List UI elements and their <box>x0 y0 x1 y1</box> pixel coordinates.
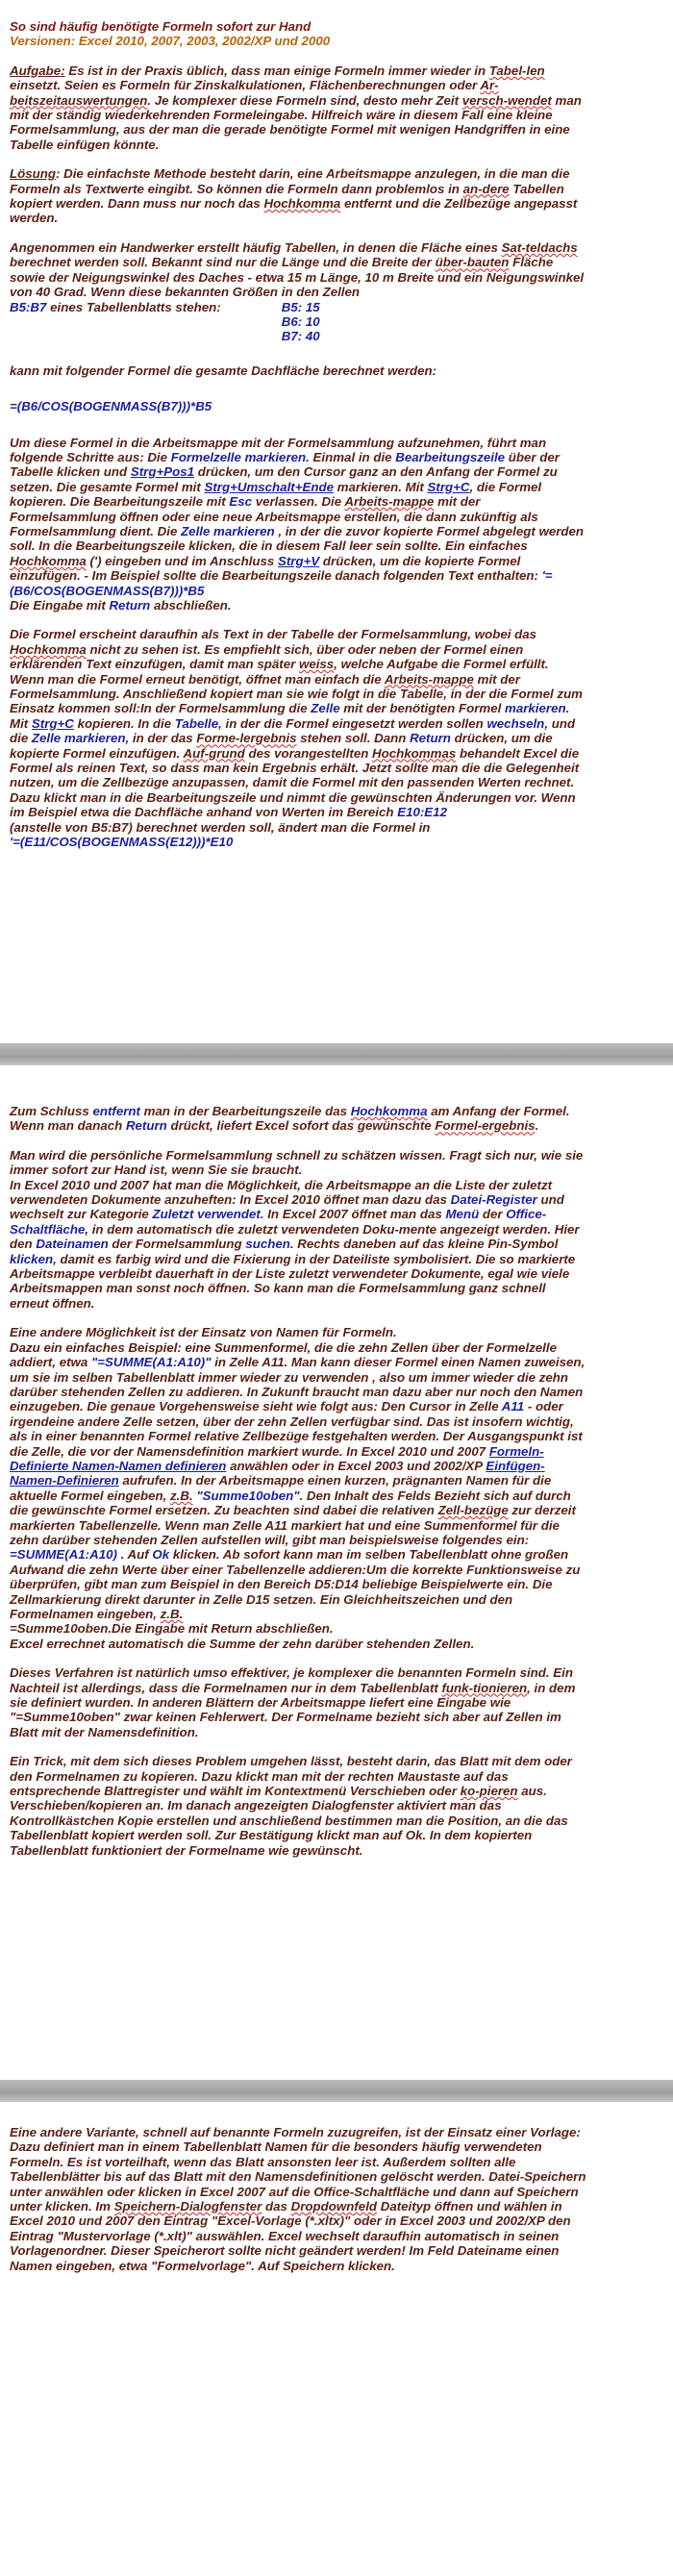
page-1 <box>0 0 673 1043</box>
paragraph-formula-text <box>10 627 586 849</box>
paragraph-zum-schluss <box>10 1104 586 1134</box>
cell-values-block <box>10 300 586 344</box>
keyword: Menü <box>445 1207 480 1222</box>
paragraph-loesung <box>10 166 586 226</box>
text-span: berechnet werden soll. Bekannt sind nur die Länge und die Breite der <box>10 255 436 270</box>
formula-example: =(B6/COS(BOGENMASS(B7)))*B5 <box>10 399 212 414</box>
keyword: Return <box>125 1118 167 1134</box>
text-span: eines Tabellenblatts stehen: <box>46 299 221 314</box>
text-span: Eine andere Variante, schnell auf benannte Formeln zuzugreifen, ist der Einsatz einer Vorlage: Dazu definiert man in einem Tabellenblatt Namen für die besonders häufig verwendeten Formeln. Es ist vorteilhaft, wenn das Blatt ansonsten leer ist. Außerdem sollten alle Tabellenblätter bis auf das Blatt mit den Namensdefinitionen gelöscht werden. Datei-Speichern unter anwählen oder klicken in Excel 2007 auf die Office-Schaltfläche und dann auf Speichern unter klicken. Im <box>10 2125 586 2214</box>
text-span: mit der Formelsammlung. Anschließend kopiert man sie wie folgt in die Tabelle, in der die Formel zum Einsatz kommen soll:In der Formelsammlung die <box>10 671 584 716</box>
keyword: Einfügen-Namen-Definieren <box>10 1458 545 1488</box>
text-span: drücken, um den Cursor ganz an den Anfang der Formel zu setzen. Die gesamte Formel mit <box>10 464 558 494</box>
spellcheck-word: z.B. <box>170 1488 193 1503</box>
loesung-label: Lösung <box>10 166 57 182</box>
spellcheck-word: Dropdownfeld <box>290 2199 378 2214</box>
keyword: Bearbeitungszeile <box>395 449 506 464</box>
paragraph-namen <box>10 1325 586 1651</box>
text-span: man in der Bearbeitungszeile das <box>139 1104 351 1118</box>
text-span: drücken, um die kopierte Formel einzufügen. <box>10 731 553 761</box>
spellcheck-word: Forme-lergebnis <box>196 731 297 746</box>
paragraph-vorlage <box>10 2125 586 2273</box>
page-2-content <box>10 1104 586 1872</box>
keyword: Dateinamen <box>36 1237 109 1252</box>
text-span: anwählen oder in Excel 2003 und 2002/XP <box>226 1458 486 1473</box>
keyword: klicken <box>10 1251 54 1266</box>
spellcheck-word: an-dere <box>462 181 510 196</box>
page-2 <box>0 1065 673 2080</box>
keyword: Zelle <box>311 701 340 716</box>
text-span: kopieren. In die <box>73 715 175 731</box>
text-span: , die Formel kopieren. Die Bearbeitungszeile mit <box>10 479 542 510</box>
keyword: Ok <box>152 1547 170 1563</box>
text-span: . Je komplexer diese Formeln sind, desto mehr Zeit <box>147 92 462 108</box>
spellcheck-word: über-bauten <box>435 255 510 270</box>
page-3-content <box>10 2125 586 2288</box>
text-span: und wechselt zur Kategorie <box>10 1192 564 1222</box>
keyword: E10:E12 <box>397 805 447 820</box>
spellcheck-word: weiss <box>298 657 335 672</box>
keyword: Strg+C <box>427 479 470 494</box>
aufgabe-label: Aufgabe: <box>10 63 65 78</box>
text-span: . In Excel 2007 öffnet man das <box>260 1207 446 1222</box>
spellcheck-word: Hochkomma <box>10 641 87 657</box>
paragraph-trick <box>10 1754 586 1858</box>
text-span: , in dem sie definiert wurden. In anderen Blättern der Arbeitsmappe liefert eine Eingabe wie "=Summe10oben" zwar keinen Fehlerwert. Der Formelname bezieht sich aber auf Zellen im Blatt mit der Namensdefinition. <box>10 1680 576 1739</box>
keyword: Strg+V <box>278 553 320 568</box>
text-span: nicht zu sehen ist. Es empfiehlt sich, über oder neben der Formel einen erklärenden Text einzufügen, damit man später <box>10 641 524 672</box>
document-title: So sind häufig benötigte Formeln sofort zur Hand <box>10 19 312 34</box>
spellcheck-word: z.B. <box>160 1607 184 1621</box>
keyword: Datei-Register <box>450 1192 537 1208</box>
keyword: entfernt <box>92 1104 140 1118</box>
text-span: entfernt und die Zellbezüge angepasst werden. <box>10 196 578 226</box>
text-span: Fläche sowie der Neigungswinkel des Daches - etwa 15 m Länge, 10 m Breite und ein Neigungswinkel von 40 Grad. Wenn diese bekannten Größen in den Zellen <box>10 255 585 300</box>
text-span: markieren. Mit <box>333 479 428 494</box>
text-span: klicken. Ab sofort kann man im selben Tabellenblatt ohne großen Aufwand die zehn Werte über einer Tabellenzelle addieren:Um die korrekte Funktionsweise zu überprüfen, gibt man zum Beispiel in den Bereich D5:D14 beliebige Beispielwerte ein. Die Zellmarkierung direkt darunter in Zelle D15 setzen. Ein Gleichheitszeichen und den Formelnamen eingeben, <box>10 1547 581 1621</box>
page-separator <box>0 2080 673 2102</box>
text-span: mit der Formelsammlung öffnen oder eine neue Arbeitsmappe erstellen, die dann zukünftig als Formelsammlung dient. Die <box>10 494 538 538</box>
keyword: Formelzelle markieren <box>170 449 307 464</box>
keyword: "Summe10oben" <box>192 1488 300 1503</box>
paragraph-pin <box>10 1148 586 1311</box>
text-span: Dieses Verfahren ist natürlich umso effektiver, je komplexer die benannten Formeln sind. Ein Nachteil ist allerdings, dass die Formelnamen nur in dem Tabellenblatt <box>10 1665 573 1695</box>
keyword: Strg+C <box>31 715 74 731</box>
text-span: (anstelle von B5:B7) berechnet werden soll, ändert man die Formel in <box>10 819 431 835</box>
text-span: man mit der ständig wiederkehrenden Formeleingabe. Hilfreich wäre in diesem Fall eine kleine Formelsammlung, aus der man die gerade benötigte Formel mit wenigen Handgriffen in eine Tabelle einfügen könnte. <box>10 92 582 152</box>
text-span: das <box>262 2199 291 2214</box>
cell-value-list <box>282 300 320 344</box>
text-span: Eine andere Möglichkeit ist der Einsatz von Namen für Formeln. <box>10 1325 397 1340</box>
page-3 <box>0 2102 673 2576</box>
text-span: , welche Aufgabe die Formel erfüllt. Wenn man die Formel erneut benötigt, öffnet man einfach die <box>10 657 549 687</box>
paragraph-steps <box>10 436 586 613</box>
text-span: zur derzeit markierten Tabellenzelle. Wenn man Zelle A11 markiert hat und eine Summenformel für die zehn darüber stehenden Zellen aufstellen will, gibt man beispielsweise folgendes ein: <box>10 1503 576 1547</box>
spellcheck-word: Hochkommas <box>372 745 457 761</box>
keyword: Zuletzt verwendet <box>152 1207 261 1222</box>
text-span: drücken, um die kopierte Formel einzufügen. - Im Beispiel sollte die Bearbeitungszeile danach folgenden Text enthalten: <box>10 553 542 584</box>
text-span: Die Eingabe mit <box>10 598 110 613</box>
text-span: (') eingeben und im Anschluss <box>86 553 278 568</box>
text-span: der Formelsammlung <box>108 1237 246 1252</box>
text-span: der <box>479 1207 507 1222</box>
spellcheck-word: Zell-bezüge <box>437 1503 509 1518</box>
text-span: =Summe10oben.Die Eingabe mit Return abschließen. <box>10 1621 334 1637</box>
keyword: Strg+Pos1 <box>130 464 195 480</box>
cell-value: B5: 15 <box>281 299 320 314</box>
spellcheck-word: Speichern-Dialogfenster <box>113 2199 262 2214</box>
page-1-content <box>10 19 586 864</box>
spellcheck-word: Hochkomma <box>263 196 341 212</box>
spellcheck-word: Tabel-len <box>488 63 545 78</box>
keyword: Return <box>109 598 151 613</box>
cell-value: B7: 40 <box>281 329 320 344</box>
spellcheck-word: Arbeits-mappe <box>384 671 474 687</box>
keyword: markieren <box>505 701 566 716</box>
text-span: , damit es farbig wird und die Fixierung in der Dateiliste symbolisiert. Die so markierte Arbeitsmappe verbleibt dauerhaft in der Liste zuletzt verwendeter Dokumente, egal wie viele Arbeitsmappen man sonst noch öffnen. So kann man die Formelsammlung ganz schnell erneut öffnen. <box>10 1251 576 1311</box>
spellcheck-word: Hochkomma <box>350 1104 428 1118</box>
spellcheck-word: Ar-beitszeitauswertungen <box>10 78 499 108</box>
text-span: am Anfang der Formel. Wenn man danach <box>10 1104 570 1134</box>
keyword: A11 <box>501 1399 525 1414</box>
text-span: aufrufen. In der Arbeitsmappe einen kurzen, prägnanten Namen für die aktuelle Formel eingeben, <box>10 1473 552 1503</box>
page-separator <box>0 1043 673 1065</box>
text-span: , in der die zuvor kopierte Formel abgelegt werden soll. In die Bearbeitungszeile klicken, die in diesem Fall leer sein sollte. Ein einfaches <box>10 523 585 554</box>
spellcheck-word: ko-pieren <box>460 1784 518 1799</box>
paragraph-handwerker <box>10 240 586 300</box>
text-span: abschließen. <box>150 598 232 613</box>
keyword: "=SUMME(A1:A10)" <box>90 1355 212 1370</box>
spellcheck-word: Formel-ergebnis <box>435 1118 536 1134</box>
text-span: . Mit <box>10 701 570 731</box>
text-span: über der Tabelle klicken und <box>10 449 560 480</box>
text-span: . Den Inhalt des Felds Bezieht sich auf durch die gewünschte Formel ersetzen. Zu beachten sind dabei die relativen <box>10 1488 571 1518</box>
text-span: behandelt Excel die Formel als reinen Text, so dass man kein Ergebnis erhält. Jetzt sollte man die die Gelegenheit nutzen, um die Zellbezüge anzupassen, damit die Formel mit den passenden Werten rechnet. Dazu klickt man in die Bearbeitungszeile und nimmt die gewünschten Änderungen vor. Wenn im Beispiel etwa die Dachfläche anhand von Werten im Bereich <box>10 745 580 820</box>
text-span: In Excel 2010 und 2007 hat man die Möglichkeit, die Arbeitsmappe an die Liste der zuletzt verwendeten Dokumente anzuheften: In Excel 2010 öffnet man dazu das <box>10 1177 553 1208</box>
text-span: stehen soll. Dann <box>296 731 411 746</box>
text-span: aus. Verschieben/kopieren an. Im danach angezeigten Dialogfenster aktiviert man das Kontrollkästchen Kopie erstellen und anschließend bestimmen man die Position, an die das Tabellenblatt kopiert werden soll. Zur Bestätigung klickt man auf Ok. In dem kopierten Tabellenblatt funktioniert der Formelname wie gewünscht. <box>10 1784 568 1858</box>
text-span: Excel errechnet automatisch die Summe der zehn darüber stehenden Zellen. <box>10 1636 475 1651</box>
text-span: mit der benötigten Formel <box>339 701 506 716</box>
spellcheck-word: Auf-grund <box>183 745 245 761</box>
text-span: - oder irgendeine andere Zelle setzen, über der zehn Zellen verfügbar sind. Das ist insofern wichtig, als in einer benannten Formel relative Zellbezüge festgehalten werden. Der Ausgangspunkt ist die Zelle, die vor der Namensdefinition markiert wurde. In Excel 2010 und 2007 <box>10 1399 583 1459</box>
keyword: Strg+Umschalt+Ende <box>204 479 334 494</box>
text-span: . Auf <box>116 1547 153 1563</box>
paragraph-aufgabe <box>10 63 586 152</box>
text-span: , in der die Formel eingesetzt werden sollen <box>218 715 487 731</box>
text-span: in Zelle A11. Man kann dieser Formel einen Namen zuweisen, um sie im selben Tabellenblatt immer wieder zu verwenden , also um immer wieder die zehn darüber stehenden Zellen zu addieren. In Zukunft braucht man dazu aber nur noch den Namen einzugeben. Die genaue Vorgehensweise sieht wie folgt aus: Den Cursor in Zelle <box>10 1355 586 1414</box>
keyword: suchen <box>245 1237 290 1252</box>
keyword: Zelle markieren <box>31 731 126 746</box>
keyword: '=(E11/COS(BOGENMASS(E12)))*E10 <box>10 835 234 850</box>
keyword: Return <box>410 731 451 746</box>
text-span: , in dem automatisch die zuletzt verwendeten Doku-mente angezeigt werden. Hier den <box>10 1221 580 1252</box>
spellcheck-word: funk-tionieren <box>441 1680 528 1695</box>
text-span: . Einmal in die <box>306 449 396 464</box>
text-span: . <box>535 1118 539 1134</box>
keyword: Tabelle <box>174 715 219 731</box>
text-span: Es ist in der Praxis üblich, dass man einige Formeln immer wieder in <box>64 63 489 78</box>
keyword: Formeln-Definierte Namen-Namen definieren <box>10 1443 544 1473</box>
text-span: Um diese Formel in die Arbeitsmappe mit der Formelsammlung aufzunehmen, führt man folgende Schritte aus: Die <box>10 435 547 464</box>
spellcheck-word: Hochkomma <box>10 553 87 568</box>
keyword: '=(B6/COS(BOGENMASS(B7)))*B5 <box>10 568 553 598</box>
text-span: Die Formel erscheint daraufhin als Text in der Tabelle der Formelsammlung, wobei das <box>10 627 537 642</box>
text-span: Dazu ein einfaches Beispiel: eine Summenformel, die die zehn Zellen über der Formelzelle addiert, etwa <box>10 1339 557 1370</box>
text-span: Tabellen kopiert werden. Dann muss nur noch das <box>10 181 564 212</box>
text-span: Ein Trick, mit dem sich dieses Problem umgehen lässt, besteht darin, das Blatt mit dem oder den Formelnamen zu kopieren. Dazu klickt man mit der rechten Maustaste auf das entsprechende Blattregister und wählt im Kontextmenü Verschieben oder <box>10 1754 572 1799</box>
text-span: verlassen. Die <box>252 494 345 510</box>
versions-line: Versionen: Excel 2010, 2007, 2003, 2002/XP und 2000 <box>10 34 331 49</box>
spellcheck-word: versch-wendet <box>461 92 552 108</box>
formula-intro: kann mit folgender Formel die gesamte Dachfläche berechnet werden: <box>10 363 437 378</box>
text-span: Zum Schluss <box>10 1104 93 1118</box>
keyword: Esc <box>229 494 252 510</box>
text-span: des vorangestellten <box>244 745 373 761</box>
text-span: . Rechts daneben auf das kleine Pin-Symbol <box>289 1237 559 1252</box>
spellcheck-word: Arbeits-mappe <box>344 494 435 510</box>
text-span: einsetzt. Seien es Formeln für Zinskalkulationen, Flächenberechnungen oder <box>10 78 481 93</box>
text-span: , in der das <box>125 731 197 746</box>
text-span: Angenommen ein Handwerker erstellt häufig Tabellen, in denen die Fläche eines <box>10 239 502 255</box>
keyword: Zelle markieren <box>181 523 275 538</box>
text-span: , und die <box>10 715 576 746</box>
spellcheck-word: Sat-teldachs <box>501 239 578 255</box>
paragraph-verfahren <box>10 1665 586 1739</box>
text-span: Dateityp öffnen und wählen in Excel 2010 und 2007 den Eintrag "Excel-Vorlage (*.xltx)" oder in Excel 2003 und 2002/XP den Eintrag "Mustervorlage (*.xlt)" auswählen. Excel wechselt daraufhin automatisch in seinen Vorlagenordner. Dieser Speicherort sollte nicht geändert werden! Im Feld Dateiname einen Namen eingeben, etwa "Formelvorlage". Auf Speichern klicken. <box>10 2199 571 2273</box>
range-reference: B5:B7 <box>10 299 47 314</box>
keyword: =SUMME(A1:A10) <box>10 1547 117 1563</box>
cell-value: B6: 10 <box>281 313 320 329</box>
keyword: wechseln <box>486 715 545 731</box>
keyword: Office-Schaltfläche <box>10 1207 547 1237</box>
text-span: drückt, liefert Excel sofort das gewünschte <box>166 1118 436 1134</box>
text-span: Man wird die persönliche Formelsammlung schnell zu schätzen wissen. Fragt sich nur, wie sie immer sofort zur Hand ist, wenn Sie sie braucht. <box>10 1147 584 1178</box>
text-span: : Die einfachste Methode besteht darin, eine Arbeitsmappe anzulegen, in die man die Formeln als Textwerte eingibt. So können die Formeln dann problemlos in <box>10 166 570 196</box>
